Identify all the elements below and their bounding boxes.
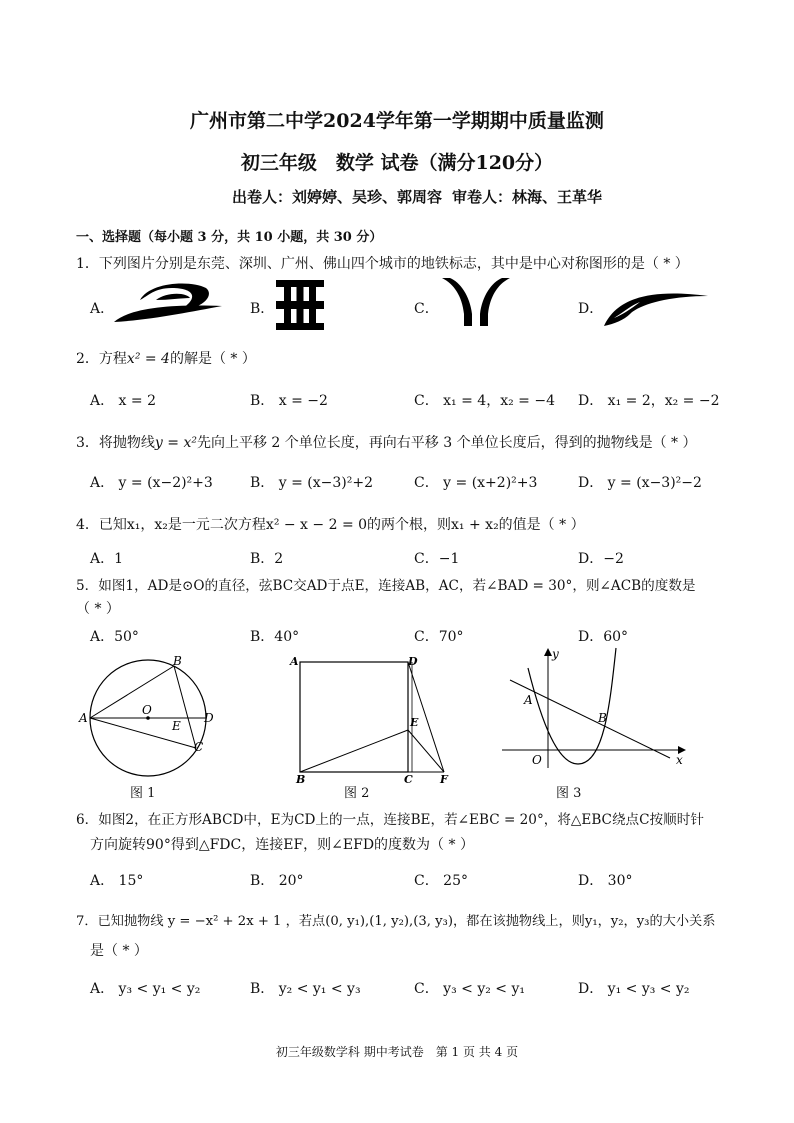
question-5-line2: （ * ） xyxy=(76,601,120,617)
q2-option-a: A． x = 2 xyxy=(90,393,156,409)
q5-option-b: B．40° xyxy=(250,629,300,645)
q7-option-b: B． y₂ < y₁ < y₃ xyxy=(250,981,361,997)
question-7-line1: 7．已知抛物线 y = −x² + 2x + 1 ，若点(0, y₁),(1, y₂),(3, y₃)，都在该抛物线上，则y₁，y₂，y₃的大小关系 xyxy=(76,914,716,929)
question-3 xyxy=(76,432,697,452)
q3-option-b: B． y = (x−3)²+2 xyxy=(250,475,373,491)
q5-option-a: A．50° xyxy=(90,629,139,645)
q2-suffix: 的解是（ * ） xyxy=(169,351,256,367)
q4-option-b: B．2 xyxy=(250,551,284,567)
q2-equation: x² = 4 xyxy=(126,351,170,367)
question-4-text: 4．已知x₁，x₂是一元二次方程x² − x − 2 = 0的两个根，则x₁ + x₂的值是（ * ） xyxy=(76,517,585,533)
fig1-label-b: B xyxy=(173,654,182,668)
page-subtitle: 初三年级 数学 试卷（满分120分） xyxy=(240,152,554,174)
fig2-label-d: D xyxy=(408,655,418,668)
fig2-label-a: A xyxy=(290,655,299,668)
q4-option-c: C．−1 xyxy=(414,551,460,567)
q3-prefix: 3．将抛物线 xyxy=(76,435,155,451)
q7-option-a: A． y₃ < y₁ < y₂ xyxy=(90,981,201,997)
question-1-text: 1．下列图片分别是东莞、深圳、广州、佛山四个城市的地铁标志，其中是中心对称图形的是（ * ） xyxy=(76,256,689,272)
q3-option-c: C． y = (x+2)²+3 xyxy=(414,475,538,491)
figure-2-caption: 图 2 xyxy=(344,786,370,801)
fig1-label-d: D xyxy=(204,711,214,725)
q2-option-b: B． x = −2 xyxy=(250,393,328,409)
fig3-label-a: A xyxy=(524,693,533,707)
fig2-label-b: B xyxy=(296,773,306,784)
reviewers: 审卷人：林海、王革华 xyxy=(452,188,603,206)
q2-option-c: C． x₁ = 4，x₂ = −4 xyxy=(414,393,555,409)
figure-3-caption: 图 3 xyxy=(556,786,582,801)
q6-option-a: A． 15° xyxy=(90,873,144,889)
guangzhou-metro-logo-icon xyxy=(440,274,512,332)
fig2-label-e: E xyxy=(410,716,419,729)
q6-option-b: B． 20° xyxy=(250,873,304,889)
fig3-label-b: B xyxy=(598,711,607,725)
q1-option-c-label: C． xyxy=(414,301,439,317)
question-6-line2: 方向旋转90°得到△FDC，连接EF，则∠EFD的度数为（ * ） xyxy=(90,837,474,853)
q5-option-d: D．60° xyxy=(578,629,629,645)
fig1-label-e: E xyxy=(172,719,181,733)
q7-option-d: D． y₁ < y₃ < y₂ xyxy=(578,981,690,997)
question-2 xyxy=(76,348,256,368)
fig2-label-c: C xyxy=(404,773,413,784)
q6-option-c: C． 25° xyxy=(414,873,468,889)
q1-option-b-label: B． xyxy=(250,301,275,317)
q1-option-d-label: D． xyxy=(578,301,604,317)
figure-1-circle-diagram xyxy=(78,652,228,778)
dongguan-metro-logo-icon xyxy=(110,278,226,332)
q4-option-a: A．1 xyxy=(90,551,124,567)
figure-1-caption: 图 1 xyxy=(130,786,156,801)
q2-prefix: 2．方程 xyxy=(76,351,127,367)
figure-3-graph-diagram xyxy=(498,644,694,772)
q3-equation: y = x² xyxy=(154,435,197,451)
question-7-line2: 是（ * ） xyxy=(90,943,148,959)
q3-option-d: D． y = (x−3)²−2 xyxy=(578,475,702,491)
fig3-label-o: O xyxy=(532,753,542,767)
section-heading: 一、选择题（每小题 3 分，共 10 小题，共 30 分） xyxy=(76,230,383,245)
q7-option-c: C． y₃ < y₂ < y₁ xyxy=(414,981,525,997)
q1-option-a-label: A． xyxy=(90,301,115,317)
fig3-label-y: y xyxy=(552,647,559,661)
fig1-label-c: C xyxy=(194,740,204,754)
shenzhen-metro-logo-icon xyxy=(272,276,328,334)
question-5-line1: 5．如图1，AD是⊙O的直径，弦BC交AD于点E，连接AB，AC，若∠BAD = 30°，则∠ACB的度数是 xyxy=(76,578,696,594)
q3-option-a: A． y = (x−2)²+3 xyxy=(90,475,213,491)
q3-suffix: 先向上平移 2 个单位长度，再向右平移 3 个单位长度后，得到的抛物线是（ * ） xyxy=(196,435,697,451)
question-6-line1: 6．如图2，在正方形ABCD中，E为CD上的一点，连接BE，若∠EBC = 20°，将△EBC绕点C按顺时针 xyxy=(76,812,704,828)
q2-option-d: D． x₁ = 2，x₂ = −2 xyxy=(578,393,720,409)
figure-2-square-diagram xyxy=(288,652,456,784)
fig2-label-f: F xyxy=(440,773,448,784)
q6-option-d: D． 30° xyxy=(578,873,633,889)
fig3-label-x: x xyxy=(676,753,683,767)
fig1-label-o: O xyxy=(142,703,152,717)
foshan-metro-logo-icon xyxy=(600,284,710,330)
q5-option-c: C．70° xyxy=(414,629,464,645)
authors: 出卷人：刘婷婷、吴珍、郭周容 xyxy=(232,188,443,206)
fig1-label-a: A xyxy=(79,711,88,725)
page-title: 广州市第二中学2024学年第一学期期中质量监测 xyxy=(190,110,604,132)
q4-option-d: D．−2 xyxy=(578,551,624,567)
page-footer: 初三年级数学科 期中考试卷 第 1 页 共 4 页 xyxy=(275,1045,519,1059)
